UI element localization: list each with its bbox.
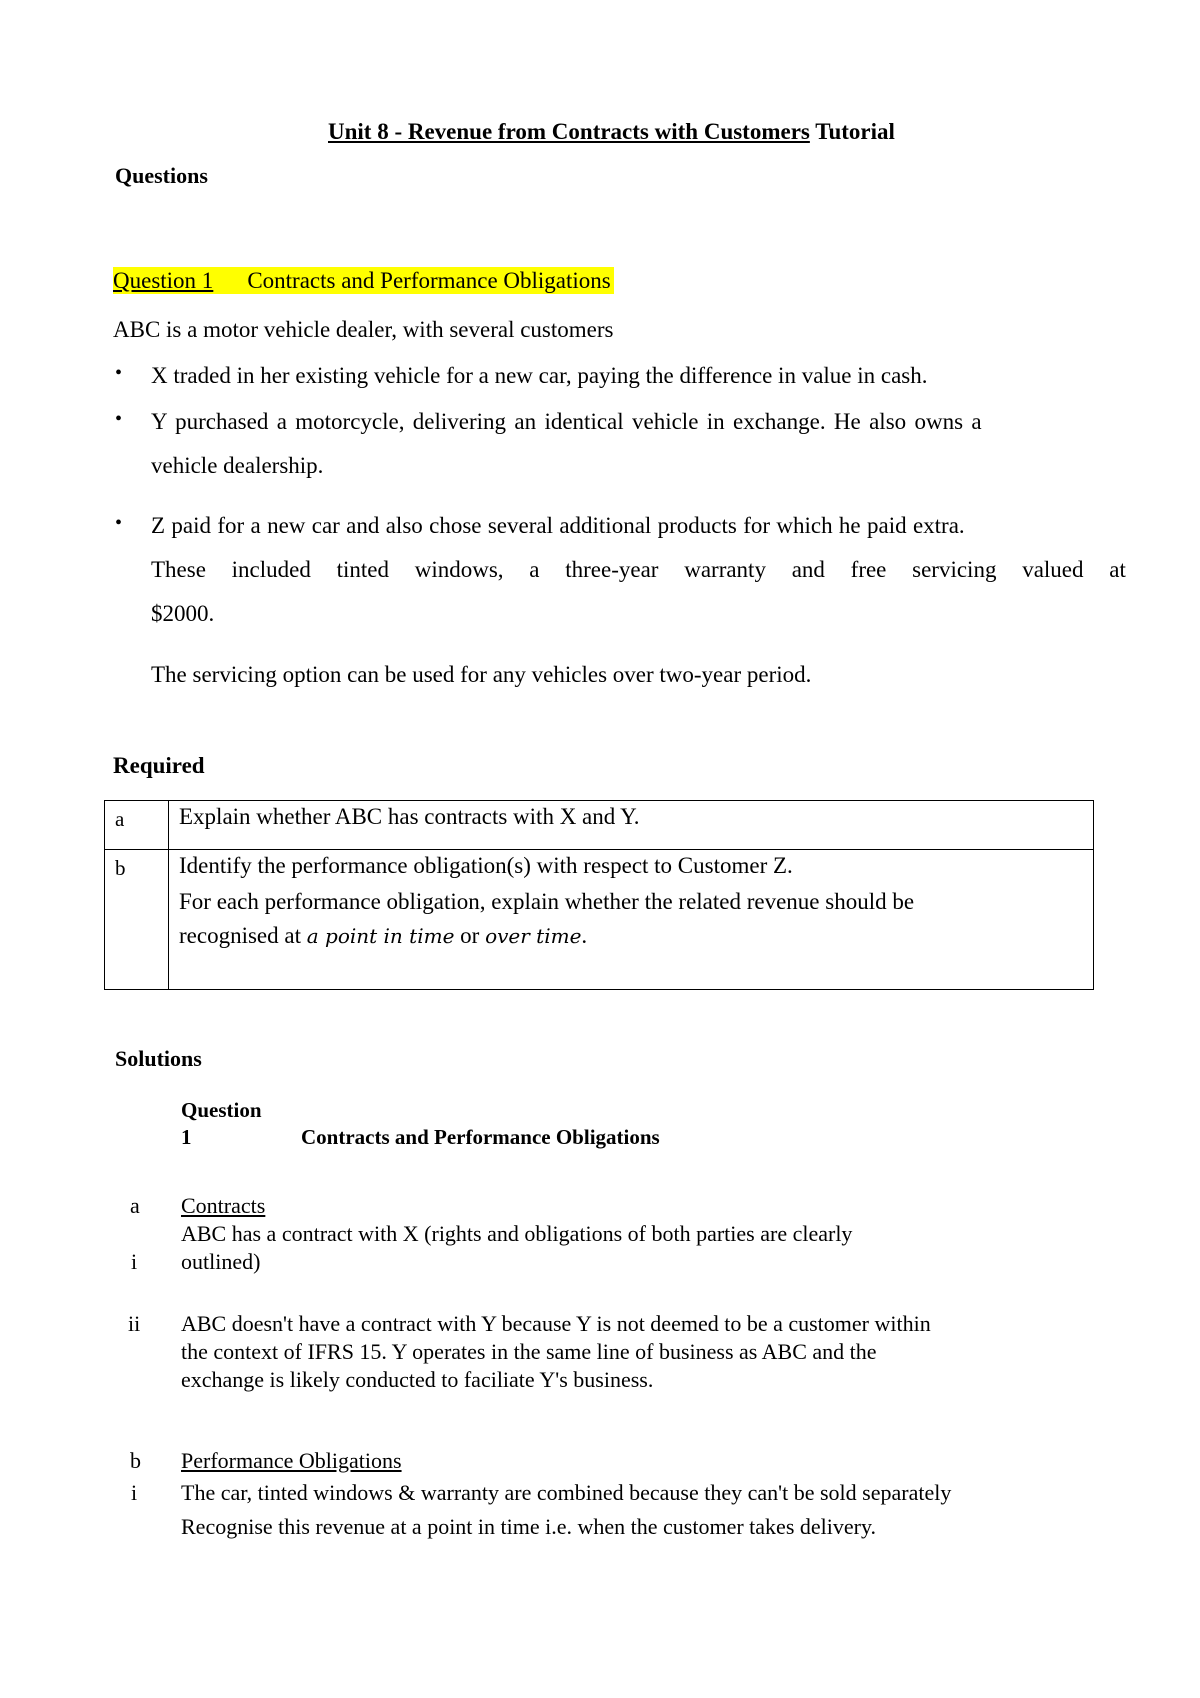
solution-b-i-line1: The car, tinted windows & warranty are combined because they can't be sold separately (181, 1480, 952, 1505)
required-table (104, 800, 1094, 990)
question1-label: Question 1 (113, 268, 214, 293)
bullet-y-text: Y purchased a motorcycle, delivering an identical vehicle in exchange. He also owns a (151, 409, 982, 434)
required-heading: Required (113, 753, 205, 778)
solution-a-i-label: i (131, 1249, 138, 1274)
solution-b-i-label: i (131, 1480, 138, 1505)
row-b-line2: For each performance obligation, explain whether the related revenue should be (179, 889, 915, 914)
solution-a-ii-line1: ABC doesn't have a contract with Y because Y is not deemed to be a customer within (181, 1311, 931, 1336)
table-row (105, 850, 1094, 990)
solution-a-i-line2: outlined) (181, 1249, 261, 1274)
row-b-line3-pre: recognised at (179, 923, 307, 948)
bullet-icon: • (115, 512, 123, 534)
row-text-block (169, 850, 1094, 990)
title-underlined: Unit 8 - Revenue from Contracts with Customers (328, 119, 810, 144)
question1-title: Contracts and Performance Obligations (247, 268, 611, 293)
bullet-y-line2: vehicle dealership. (151, 453, 324, 478)
table-row (105, 801, 1094, 850)
solution-question-label-2: 1 (181, 1125, 192, 1149)
row-b-line1: Identify the performance obligation(s) with respect to Customer Z. (179, 853, 793, 878)
solution-b-i-line2: Recognise this revenue at a point in time i.e. when the customer takes delivery. (181, 1514, 877, 1539)
row-text: Explain whether ABC has contracts with X and Y. (169, 801, 1094, 850)
bullet-z-line1: Z paid for a new car and also chose several additional products for which he paid extra. (151, 513, 965, 538)
questions-heading: Questions (115, 163, 208, 188)
bullet-x: X traded in her existing vehicle for a new car, paying the difference in value in cash. (151, 363, 928, 388)
solution-a-label: a (130, 1193, 140, 1218)
solutions-heading: Solutions (115, 1046, 202, 1071)
bullet-y-line1 (151, 408, 1095, 435)
bullet-z-note: The servicing option can be used for any vehicles over two-year period. (151, 662, 812, 687)
solution-b-heading: Performance Obligations (181, 1448, 402, 1473)
bullet-z-line3: $2000. (151, 601, 215, 626)
row-b-italic-2: over time (485, 924, 582, 948)
solution-question-label-1: Question (181, 1098, 262, 1122)
solution-b-label: b (130, 1448, 141, 1473)
row-label: a (105, 801, 169, 850)
bullet-z-line2: These included tinted windows, a three-year warranty and free servicing valued at (151, 557, 1126, 582)
solution-a-heading: Contracts (181, 1193, 266, 1218)
solution-a-ii-line2: the context of IFRS 15. Y operates in the same line of business as ABC and the (181, 1339, 877, 1364)
title-rest: Tutorial (809, 119, 895, 144)
page-title (328, 118, 895, 145)
bullet-icon: • (115, 362, 123, 384)
solution-a-ii-line3: exchange is likely conducted to faciliate Y's business. (181, 1367, 654, 1392)
solution-a-i-line1: ABC has a contract with X (rights and obligations of both parties are clearly (181, 1221, 853, 1246)
row-b-end: . (581, 923, 588, 948)
row-b-italic-1: a point in time (306, 924, 455, 948)
solution-question-title: Contracts and Performance Obligations (301, 1125, 660, 1149)
question1-intro: ABC is a motor vehicle dealer, with several customers (113, 317, 614, 342)
solution-a-ii-label: ii (128, 1311, 141, 1336)
row-b-line3 (179, 923, 1083, 949)
bullet-icon: • (115, 408, 123, 430)
row-label: b (105, 850, 169, 990)
question1-heading (113, 267, 614, 294)
row-b-mid: or (454, 923, 486, 948)
